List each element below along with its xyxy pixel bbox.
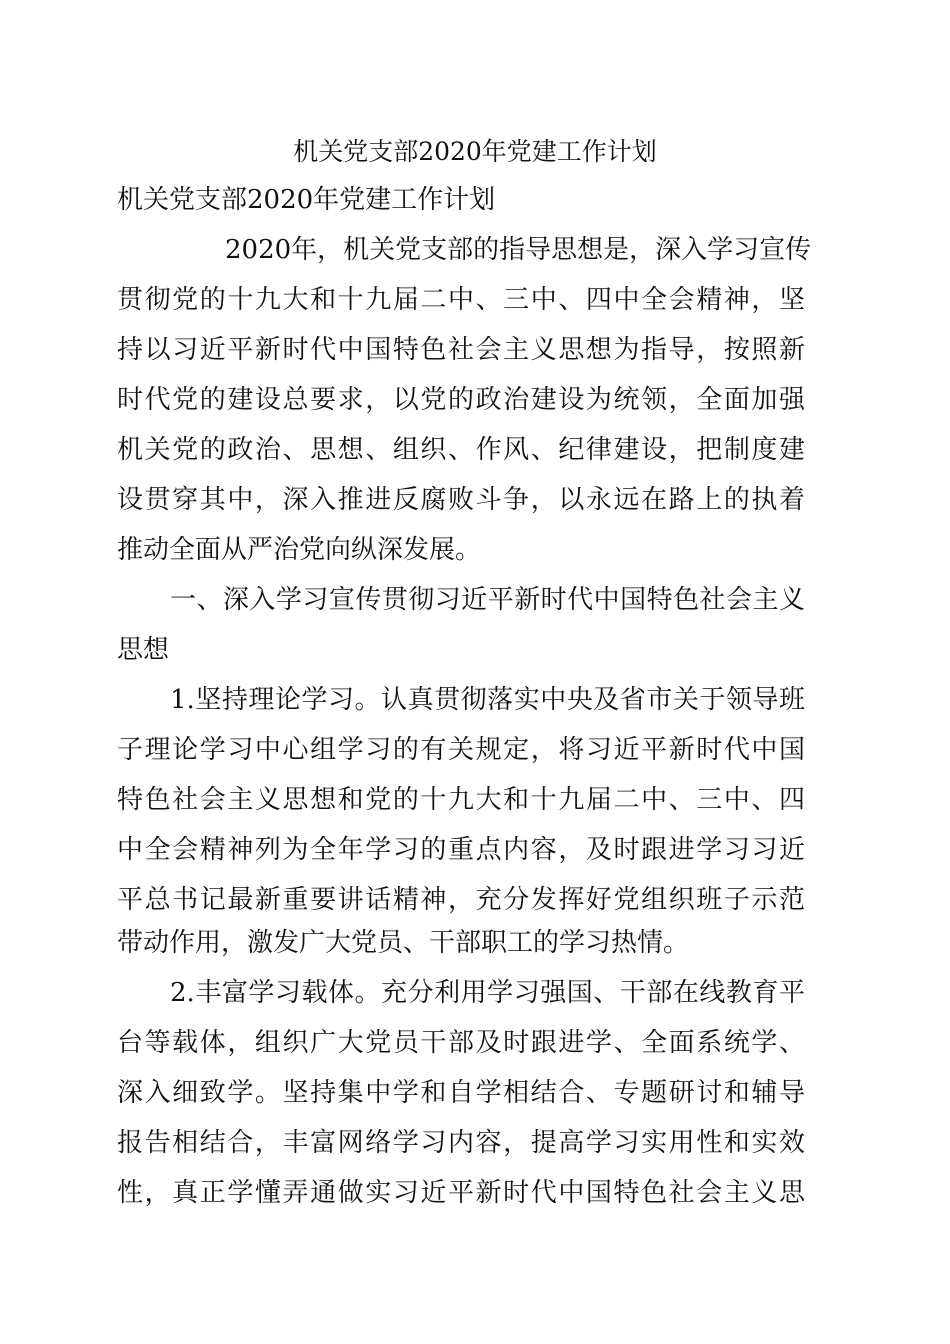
intro-line: 持以习近平新时代中国特色社会主义思想为指导，按照新 xyxy=(117,335,805,365)
item2-line: 报告相结合，丰富网络学习内容，提高学习实用性和实效 xyxy=(117,1128,805,1158)
item1-line: 中全会精神列为全年学习的重点内容，及时跟进学习习近 xyxy=(117,835,805,865)
intro-line: 机关党的政治、思想、组织、作风、纪律建设，把制度建 xyxy=(117,435,805,465)
item1-line: 带动作用，激发广大党员、干部职工的学习热情。 xyxy=(117,928,690,958)
intro-line: 设贯穿其中，深入推进反腐败斗争，以永远在路上的执着 xyxy=(117,485,805,515)
intro-line: 推动全面从严治党向纵深发展。 xyxy=(117,535,482,565)
intro-line: 时代党的建设总要求，以党的政治建设为统领，全面加强 xyxy=(117,385,805,415)
document-subtitle: 机关党支部2020年党建工作计划 xyxy=(117,185,496,215)
item2-line: 2.丰富学习载体。充分利用学习强国、干部在线教育平 xyxy=(170,978,805,1008)
section-heading-line: 思想 xyxy=(117,635,170,665)
intro-line: 贯彻党的十九大和十九届二中、三中、四中全会精神，坚 xyxy=(117,285,805,315)
document-title: 机关党支部2020年党建工作计划 xyxy=(293,137,657,166)
section-heading-line: 一、深入学习宣传贯彻习近平新时代中国特色社会主义 xyxy=(170,585,805,615)
item1-line: 特色社会主义思想和党的十九大和十九届二中、三中、四 xyxy=(117,785,805,815)
item2-line: 台等载体，组织广大党员干部及时跟进学、全面系统学、 xyxy=(117,1028,805,1058)
item1-line: 子理论学习中心组学习的有关规定，将习近平新时代中国 xyxy=(117,735,805,765)
item2-line: 深入细致学。坚持集中学和自学相结合、专题研讨和辅导 xyxy=(117,1078,805,1108)
item1-line: 1.坚持理论学习。认真贯彻落实中央及省市关于领导班 xyxy=(170,685,805,715)
item1-line: 平总书记最新重要讲话精神，充分发挥好党组织班子示范 xyxy=(117,885,805,915)
item2-line: 性，真正学懂弄通做实习近平新时代中国特色社会主义思 xyxy=(117,1178,805,1208)
intro-line: 2020年，机关党支部的指导思想是，深入学习宣传 xyxy=(225,235,812,265)
